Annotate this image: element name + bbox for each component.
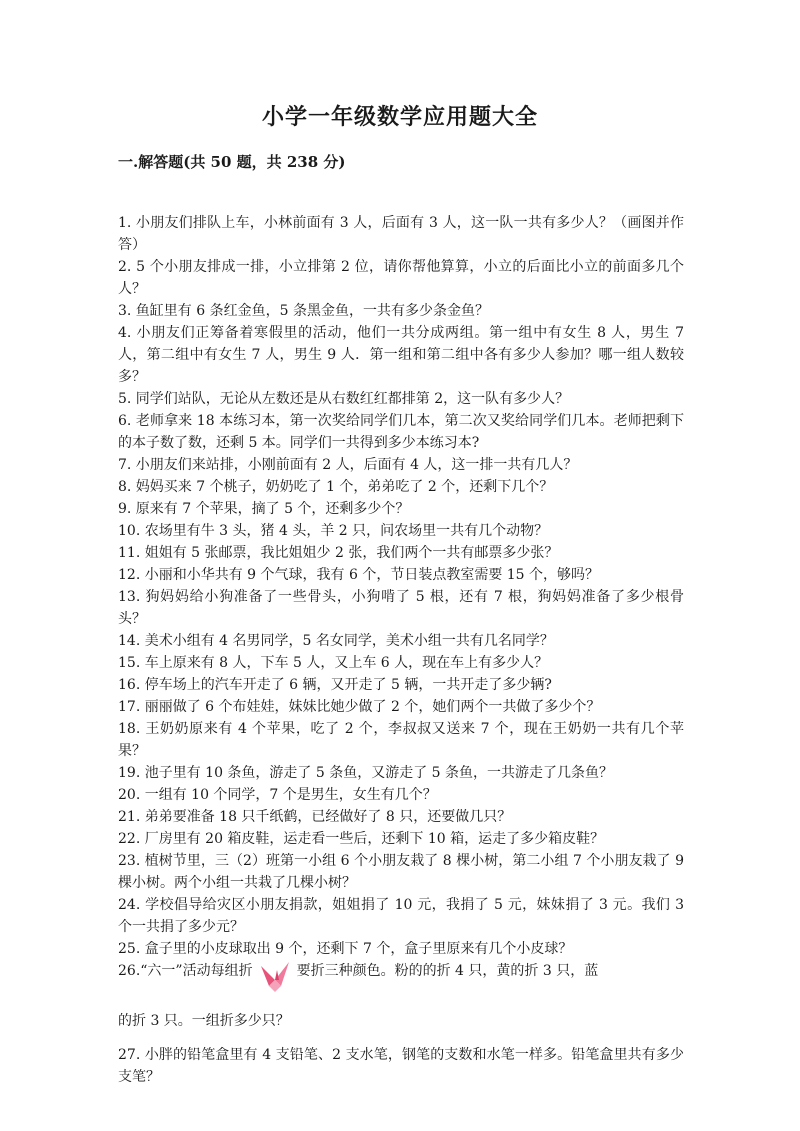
question-item: 15. 车上原来有 8 人，下车 5 人，又上车 6 人，现在车上有多少人？	[118, 655, 549, 671]
question-item: 1. 小朋友们排队上车，小林前面有 3 人，后面有 3 人，这一队一共有多少人？（画图并作答）	[118, 215, 684, 253]
paper-crane-icon	[255, 956, 295, 996]
question-item: 14. 美术小组有 4 名男同学，5 名女同学，美术小组一共有几名同学？	[118, 633, 554, 649]
question-item: 13. 狗妈妈给小狗准备了一些骨头，小狗啃了 5 根，还有 7 根，狗妈妈准备了多少根骨头？	[118, 589, 684, 627]
question-item: 11. 姐姐有 5 张邮票，我比姐姐少 2 张，我们两个一共有邮票多少张？	[118, 545, 559, 561]
question-item: 23. 植树节里，三（2）班第一小组 6 个小朋友栽了 8 棵小树，第二小组 7 个小朋友栽了 9 棵小树。两个小组一共栽了几棵小树？	[118, 853, 684, 891]
question-26-part-3: 的折 3 只。一组折多少只？	[118, 1013, 290, 1029]
question-item: 2. 5 个小朋友排成一排，小立排第 2 位，请你帮他算算，小立的后面比小立的前面多几个人？	[118, 259, 684, 297]
question-item: 7. 小朋友们来站排，小刚前面有 2 人，后面有 4 人，这一排一共有几人？	[118, 457, 578, 473]
question-item: 22. 厂房里有 20 箱皮鞋，运走看一些后，还剩下 10 箱，运走了多少箱皮鞋？	[118, 831, 605, 847]
question-item: 4. 小朋友们正筹备着寒假里的活动，他们一共分成两组。第一组中有女生 8 人，男生 7 人，第二组中有女生 7 人，男生 9 人．第一组和第二组中各有多少人参加？哪一组人数较多？	[118, 325, 684, 385]
question-item: 20. 一组有 10 个同学，7 个是男生，女生有几个？	[118, 787, 437, 803]
question-item: 19. 池子里有 10 条鱼，游走了 5 条鱼，又游走了 5 条鱼，一共游走了几条鱼？	[118, 765, 614, 781]
question-26-line-1	[118, 960, 684, 1010]
question-list	[118, 212, 684, 1088]
page-title: 小学一年级数学应用题大全	[261, 104, 538, 130]
question-item: 16. 停车场上的汽车开走了 6 辆，又开走了 5 辆，一共开走了多少辆?	[118, 677, 552, 693]
question-item: 21. 弟弟要准备 18 只千纸鹤，已经做好了 8 只，还要做几只？	[118, 809, 512, 825]
question-item: 12. 小丽和小华共有 9 个气球，我有 6 个，节日装点教室需要 15 个，够吗？	[118, 567, 600, 583]
question-item: 6. 老师拿来 18 本练习本，第一次奖给同学们几本，第二次又奖给同学们几本。老师把剩下的本子数了数，还剩 5 本。同学们一共得到多少本练习本?	[118, 413, 684, 451]
question-item: 24. 学校倡导给灾区小朋友捐款，姐姐捐了 10 元，我捐了 5 元，妹妹捐了 3 元。我们 3 个一共捐了多少元？	[118, 897, 684, 935]
question-item: 9. 原来有 7 个苹果，摘了 5 个，还剩多少个？	[118, 501, 410, 517]
question-item: 10. 农场里有牛 3 头，猪 4 头，羊 2 只，问农场里一共有几个动物？	[118, 523, 549, 539]
question-item-26	[118, 960, 684, 1032]
question-26-part-1: 26.“六一”活动每组折	[118, 963, 253, 979]
question-item: 5. 同学们站队，无论从左数还是从右数红红都排第 2，这一队有多少人？	[118, 391, 570, 407]
question-item: 18. 王奶奶原来有 4 个苹果，吃了 2 个，李叔叔又送来 7 个，现在王奶奶一共有几个苹果？	[118, 721, 684, 759]
section-heading: 一.解答题(共 50 题，共 238 分)	[118, 153, 346, 171]
question-item: 17. 丽丽做了 6 个布娃娃，妹妹比她少做了 2 个，她们两个一共做了多少个？	[118, 699, 601, 715]
question-item: 25. 盒子里的小皮球取出 9 个，还剩下 7 个，盒子里原来有几个小皮球？	[118, 941, 573, 957]
question-item: 3. 鱼缸里有 6 条红金鱼，5 条黑金鱼，一共有多少条金鱼？	[118, 303, 489, 319]
question-item: 27. 小胖的铅笔盒里有 4 支铅笔、2 支水笔，钢笔的支数和水笔一样多。铅笔盒里共有多少支笔？	[118, 1047, 684, 1085]
question-item: 8. 妈妈买来 7 个桃子，奶奶吃了 1 个，弟弟吃了 2 个，还剩下几个？	[118, 479, 554, 495]
question-26-part-2: 要折三种颜色。粉的的折 4 只，黄的折 3 只，蓝	[296, 963, 599, 979]
